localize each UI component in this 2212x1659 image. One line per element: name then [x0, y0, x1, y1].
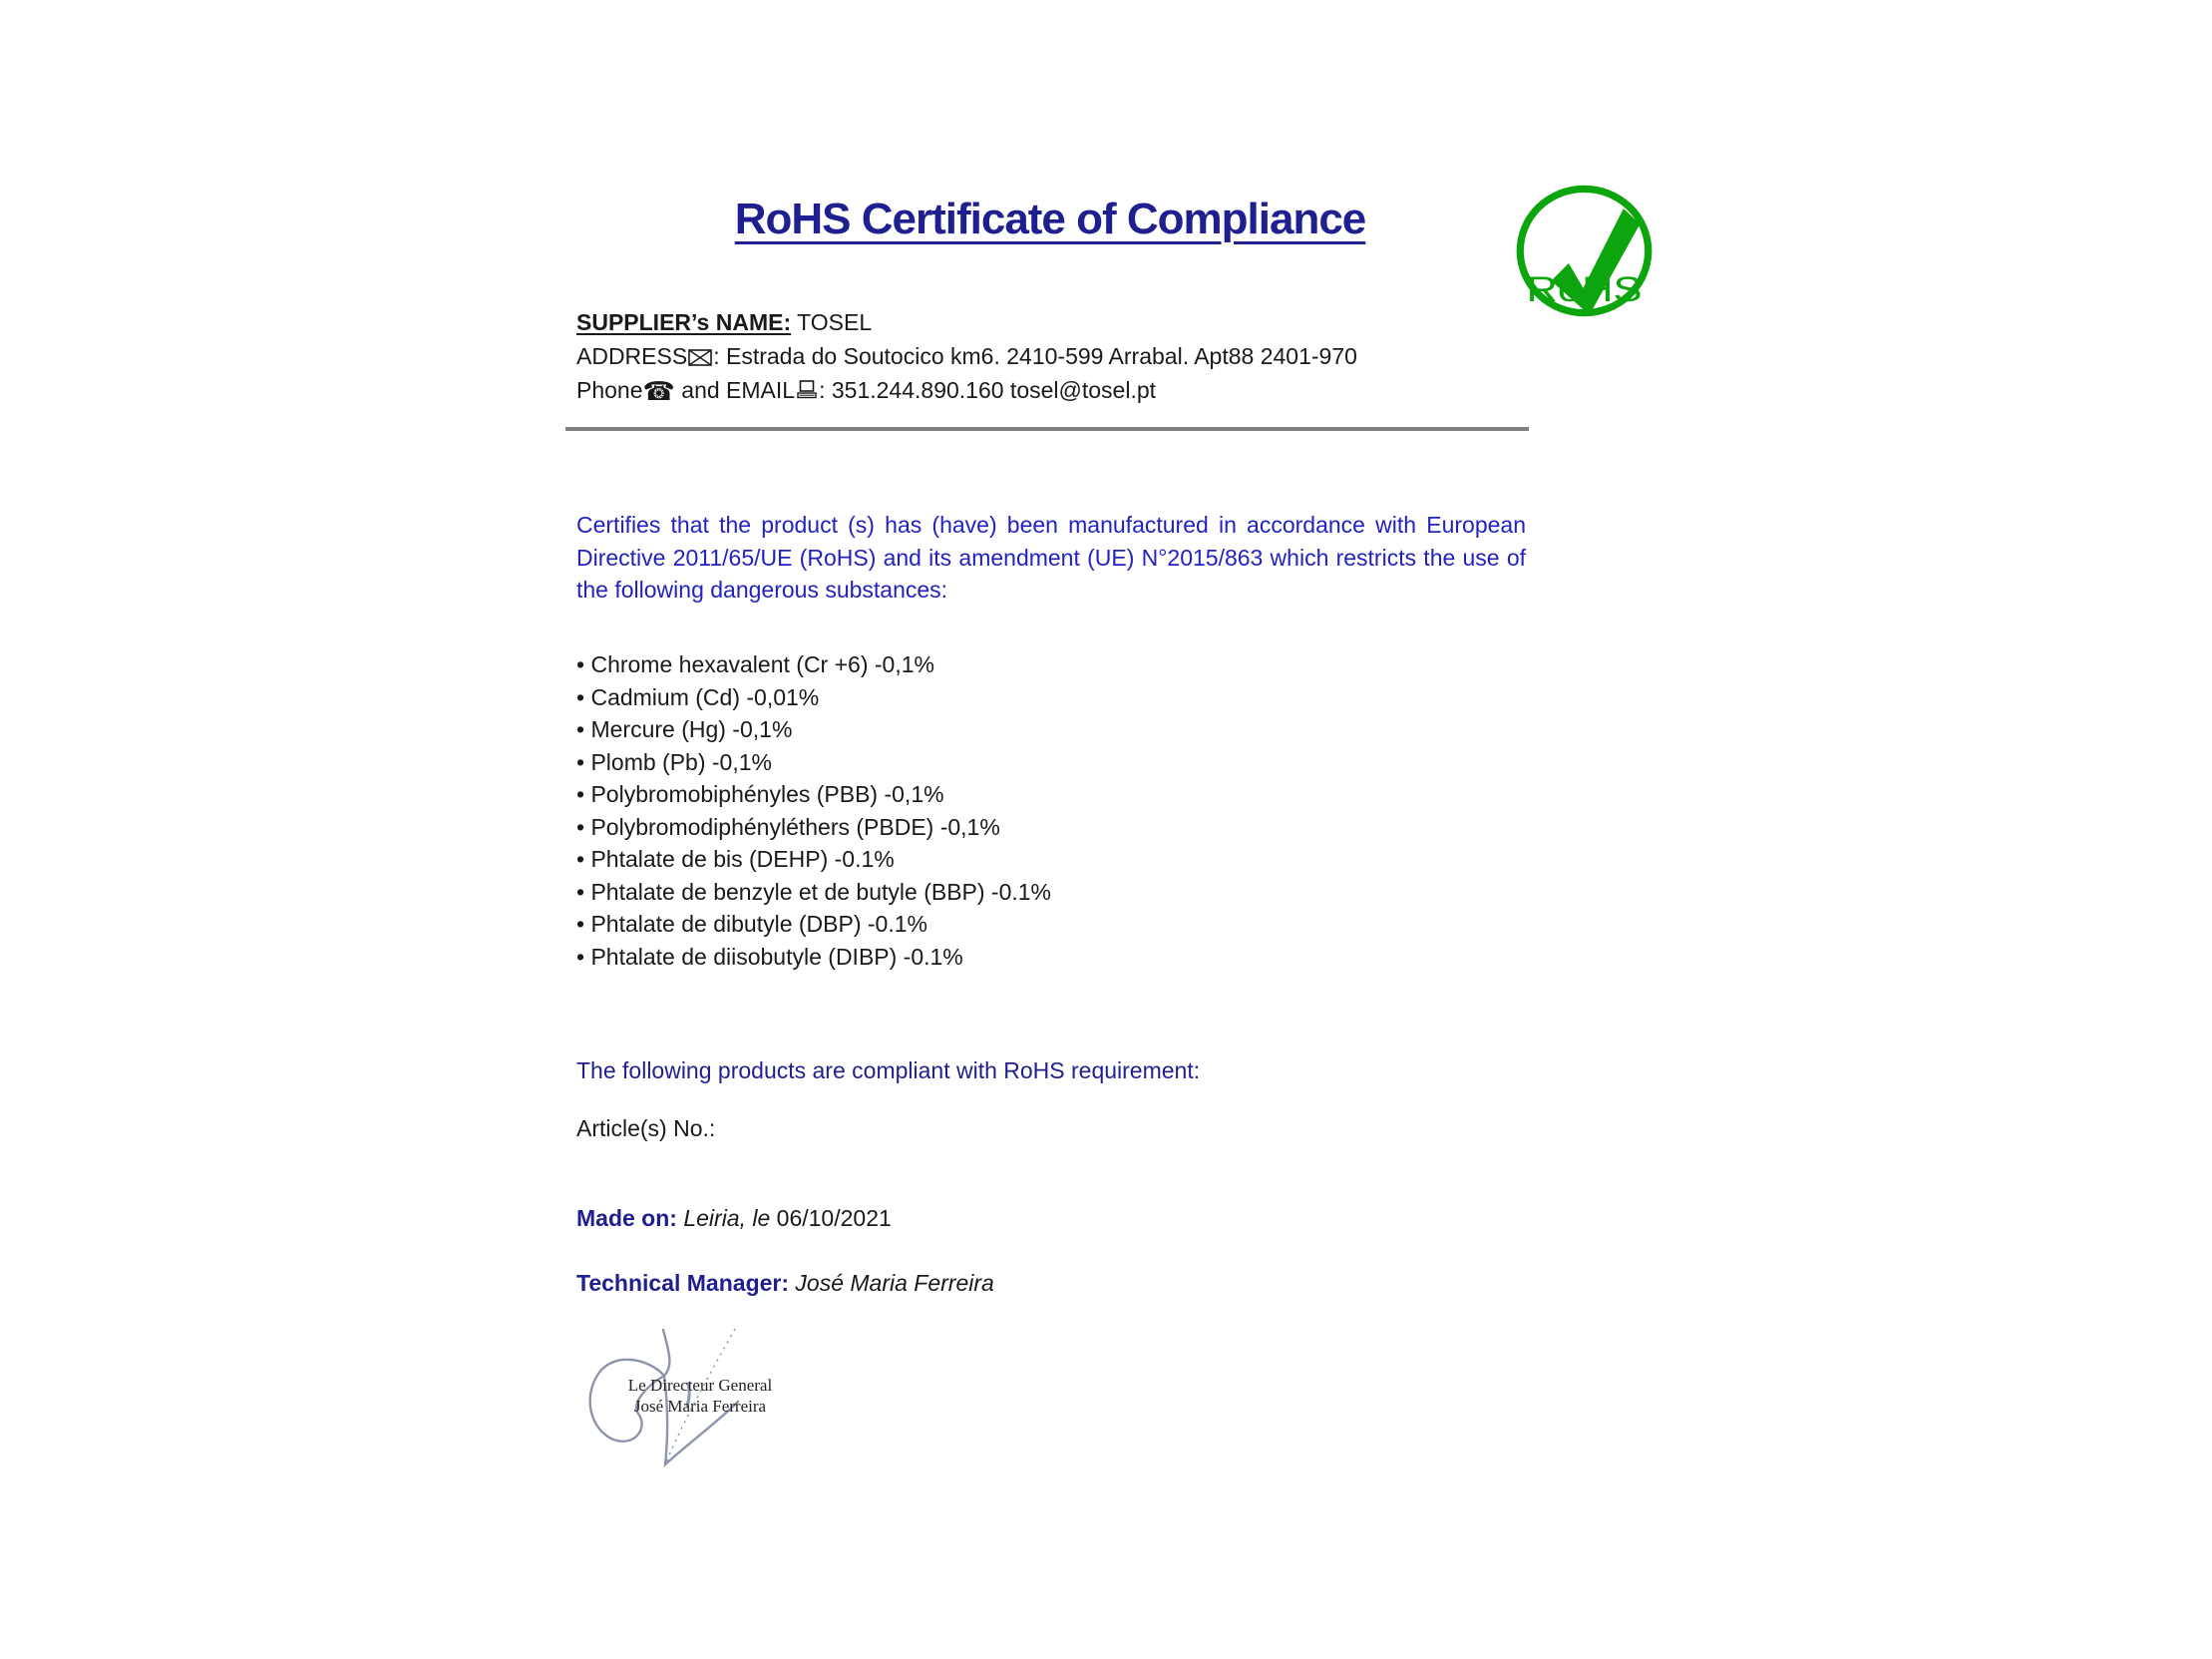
substance-item: • Polybromodiphényléthers (PBDE) -0,1%	[576, 811, 1474, 844]
supplier-address-line	[576, 339, 1574, 373]
title-wrap	[576, 195, 1524, 244]
substance-item: • Chrome hexavalent (Cr +6) -0,1%	[576, 648, 1474, 681]
contact-value: : 351.244.890.160 tosel@tosel.pt	[819, 377, 1157, 403]
substance-item: • Phtalate de bis (DEHP) -0.1%	[576, 843, 1474, 876]
envelope-icon	[688, 349, 712, 366]
supplier-name-value: TOSEL	[797, 309, 873, 335]
certification-paragraph: Certifies that the product (s) has (have) been manufactured in accordance with European Directive 2011/65/UE (RoHS) and its amendment (UE) N°2015/863 which restricts the use of the following dangerous substances:	[576, 512, 1526, 603]
signature-text	[610, 1375, 790, 1417]
substance-item: • Cadmium (Cd) -0,01%	[576, 681, 1474, 714]
rohs-logo	[1512, 182, 1657, 321]
and-email-label: and EMAIL	[681, 377, 796, 403]
technical-manager-line	[576, 1270, 994, 1297]
substances-list	[576, 648, 1474, 973]
supplier-name-label: SUPPLIER’s NAME:	[576, 309, 792, 335]
signature-name: José Maria Ferreira	[633, 1397, 767, 1416]
supplier-contact-line	[576, 373, 1574, 407]
address-label: ADDRESS	[576, 343, 688, 369]
section-divider	[565, 427, 1529, 431]
substance-item: • Plomb (Pb) -0,1%	[576, 746, 1474, 779]
signature-title: Le Directeur General	[627, 1376, 773, 1395]
telephone-icon: ☎	[642, 377, 675, 407]
computer-icon	[796, 380, 818, 400]
phone-label: Phone	[576, 377, 643, 403]
substance-item: • Polybromobiphényles (PBB) -0,1%	[576, 778, 1474, 811]
page-title: RoHS Certificate of Compliance	[734, 195, 1366, 243]
made-on-line	[576, 1205, 892, 1232]
substance-item: • Phtalate de benzyle et de butyle (BBP) -0.1%	[576, 876, 1474, 909]
rohs-checkmark-icon	[1512, 182, 1657, 321]
made-on-date: 06/10/2021	[776, 1205, 892, 1231]
technical-manager-label: Technical Manager:	[576, 1270, 790, 1296]
substance-item: • Mercure (Hg) -0,1%	[576, 713, 1474, 746]
supplier-name-line	[576, 305, 1574, 339]
made-on-label: Made on:	[576, 1205, 677, 1231]
made-on-place: Leiria, le	[683, 1205, 771, 1231]
compliance-statement: The following products are compliant with RoHS requirement:	[576, 1057, 1201, 1083]
supplier-block	[576, 305, 1574, 407]
articles-label: Article(s) No.:	[576, 1115, 716, 1141]
substance-item: • Phtalate de diisobutyle (DIBP) -0.1%	[576, 941, 1474, 974]
substance-item: • Phtalate de dibutyle (DBP) -0.1%	[576, 908, 1474, 941]
rohs-logo-text: RoHS	[1526, 270, 1643, 310]
address-value: : Estrada do Soutocico km6. 2410-599 Arrabal. Apt88 2401-970	[713, 343, 1357, 369]
technical-manager-name: José Maria Ferreira	[795, 1270, 994, 1296]
